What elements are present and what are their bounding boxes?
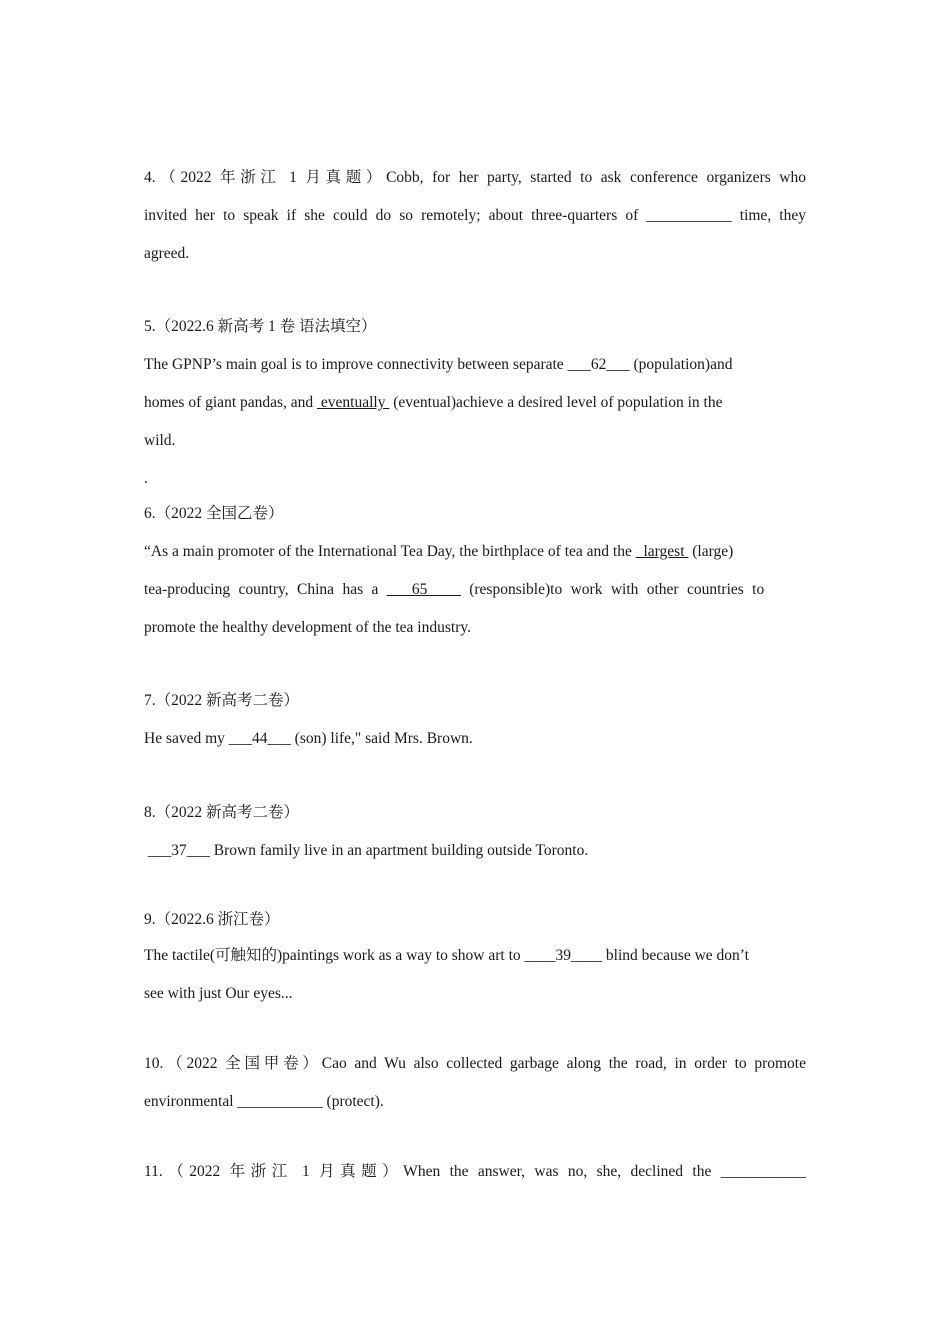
q5-answer-1: ___62___ [567,356,630,373]
q9-line-1 [144,946,806,966]
q9-header: 9.（2022.6 浙江卷） [144,911,280,928]
q4-line-2: invited her to speak if she could do so remotely; about three-quarters of ___________ time, they [144,207,806,224]
q5-dot: . [144,470,148,487]
q6-line-2-pre: tea-producing country, China has a [144,581,387,598]
q6-answer-2: 65 [386,581,461,598]
q5-line-2 [144,393,806,413]
q6-line-3: promote the healthy development of the tea industry. [144,619,471,636]
q9-answer: ____39____ [524,947,603,964]
q5-header: 5.（2022.6 新高考 1 卷 语法填空） [144,318,377,335]
q5-line-1-pre: The GPNP’s main goal is to improve connectivity between separate [144,356,568,373]
q6-answer-1: largest [635,543,689,560]
q9-line-2: see with just Our eyes... [144,985,293,1002]
q5-line-2-post: (eventual)achieve a desired level of population in the [389,394,723,411]
q5-line-2-pre: homes of giant pandas, and [144,394,318,411]
q7-header: 7.（2022 新高考二卷） [144,692,300,709]
q9-line-1-post: blind because we don’t [602,947,749,964]
q10-line-1: 10.（2022 全国甲卷）Cao and Wu also collected garbage along the road, in order to promote [144,1055,806,1072]
q8-header: 8.（2022 新高考二卷） [144,804,300,821]
q10-line-2: environmental ___________ (protect). [144,1093,384,1110]
q7-text: He saved my ___44___ (son) life," said Mrs. Brown. [144,730,473,747]
q11-line-1: 11.（2022 年浙江 1 月真题）When the answer, was no, she, declined the ___________ [144,1163,806,1180]
q5-line-3: wild. [144,432,176,449]
q4-line-1: 4.（2022 年浙江 1 月真题）Cobb, for her party, started to ask conference organizers who [144,169,806,186]
q6-line-2 [144,580,806,600]
q6-line-1-post: (large) [688,543,734,560]
q5-line-1-post: (population)and [629,356,733,373]
q4-line-3: agreed. [144,245,190,262]
q6-line-1-pre: “As a main promoter of the International Tea Day, the birthplace of tea and the [144,543,636,560]
q9-line-1-pre: The tactile(可触知的)paintings work as a way to show art to [144,947,525,964]
q5-answer-2: eventually [317,394,390,411]
q6-header: 6.（2022 全国乙卷） [144,505,284,522]
q5-line-1 [144,355,806,375]
q6-line-2-post: (responsible)to work with other countries to [460,581,765,598]
q6-line-1 [144,542,806,562]
q8-text: ___37___ Brown family live in an apartment building outside Toronto. [144,842,589,859]
